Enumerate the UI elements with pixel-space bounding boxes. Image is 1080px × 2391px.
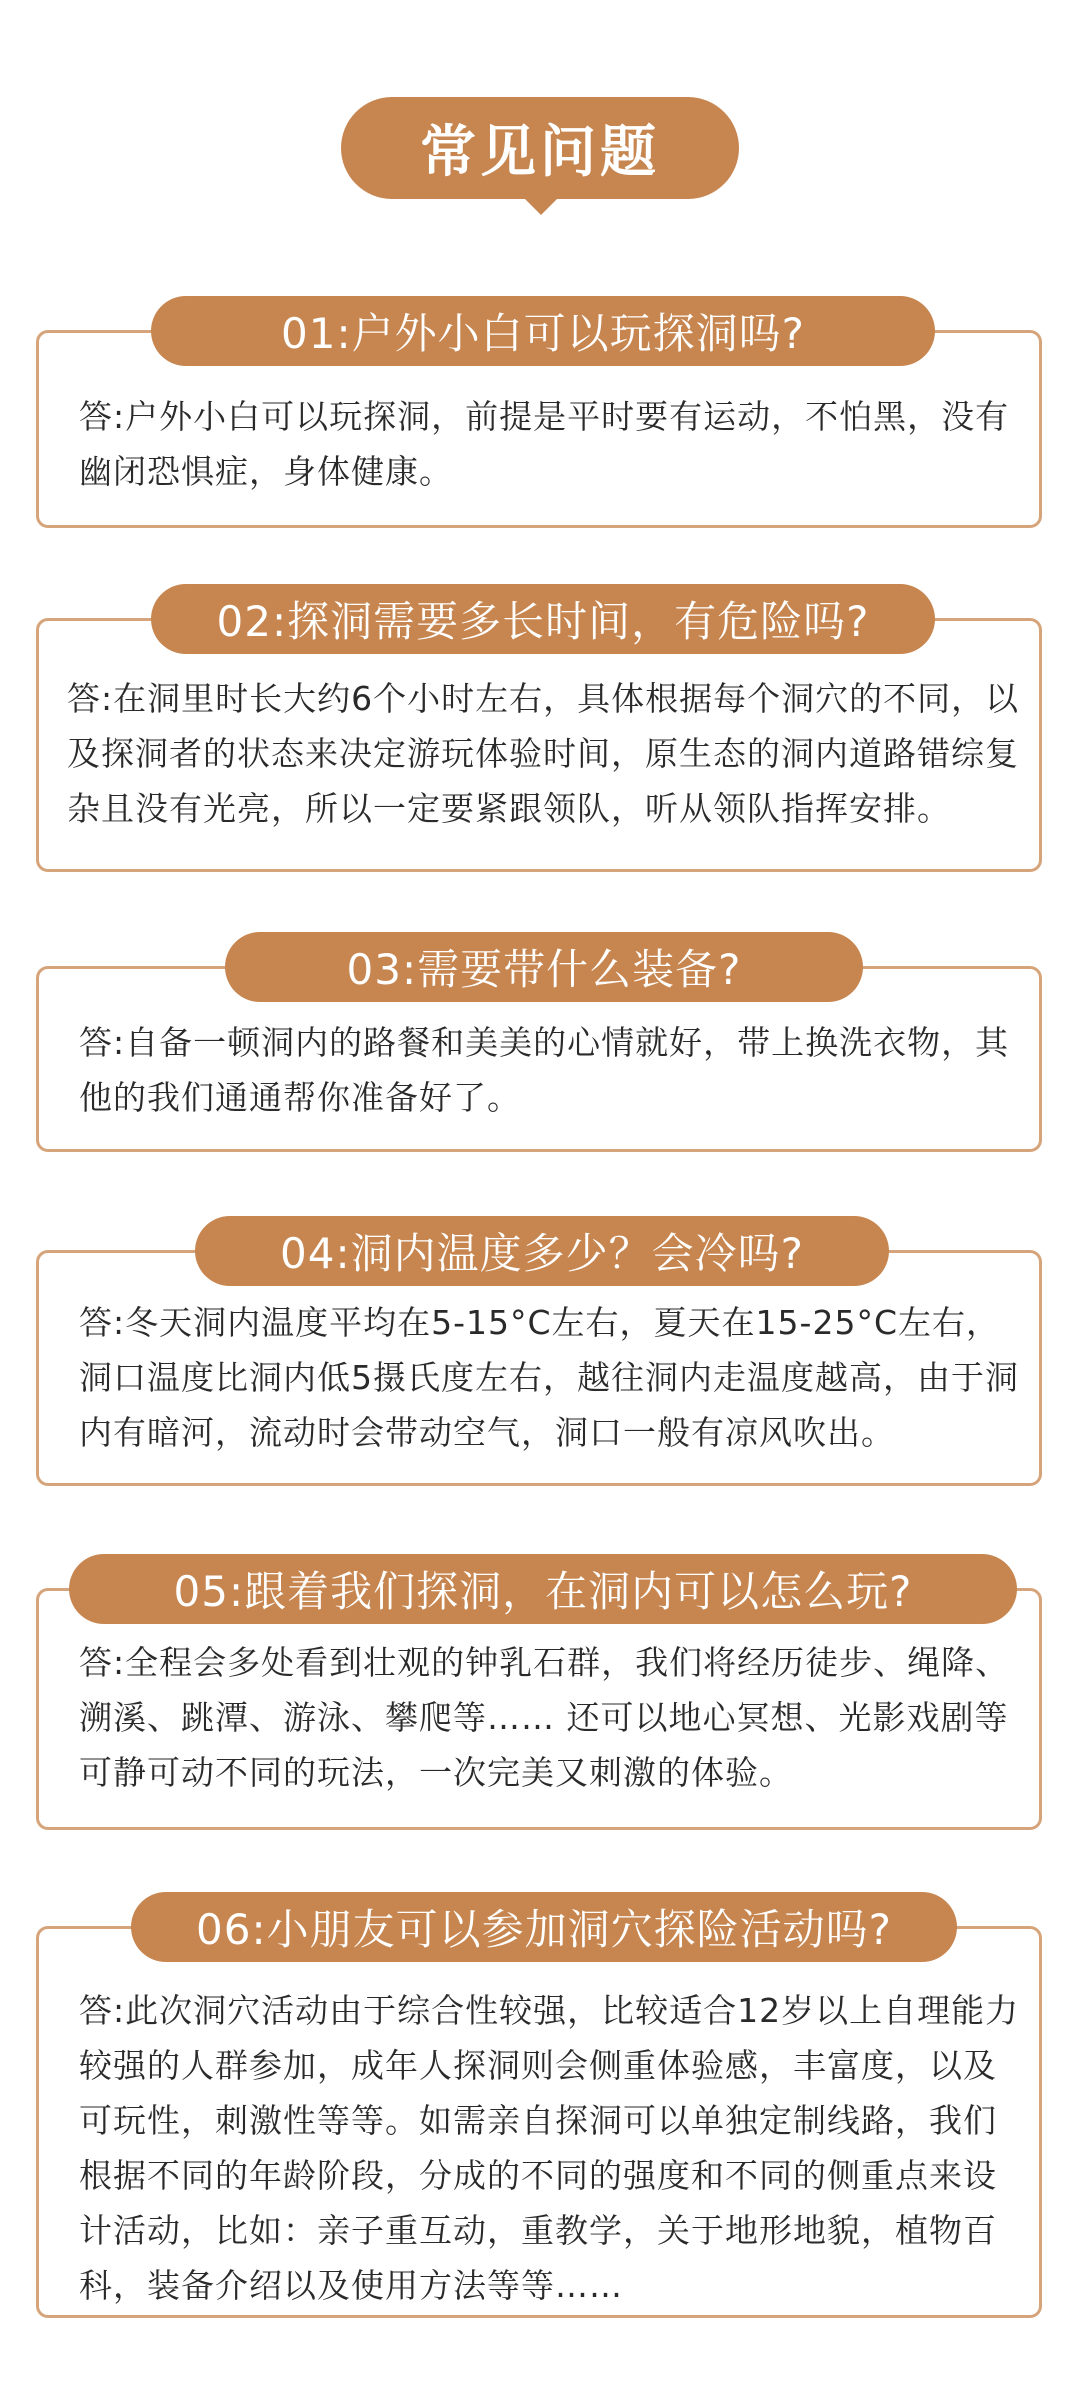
faq-answer-6: 答:此次洞穴活动由于综合性较强，比较适合12岁以上自理能力较强的人群参加，成年人探洞则会侧重体验感，丰富度，以及可玩性，刺激性等等。如需亲自探洞可以单独定制线路，我们根据不同的年龄阶段，分成的不同的强度和不同的侧重点来设计活动，比如：亲子重互动，重教学，关于地形地貌，植物百科，装备介绍以及使用方法等等……: [79, 1991, 1020, 2305]
faq-question-1: 01:户外小白可以玩探洞吗?: [151, 296, 935, 366]
faq-answer-5: 答:全程会多处看到壮观的钟乳石群，我们将经历徒步、绳降、溯溪、跳潭、游泳、攀爬等…… 还可以地心冥想、光影戏剧等可静可动不同的玩法，一次完美又刺激的体验。: [79, 1643, 1010, 1792]
faq-question-6: 06:小朋友可以参加洞穴探险活动吗?: [131, 1892, 957, 1962]
faq-answer-4: 答:冬天洞内温度平均在5-15°C左右，夏天在15-25°C左右，洞口温度比洞内低5摄氏度左右，越往洞内走温度越高，由于洞内有暗河，流动时会带动空气，洞口一般有凉风吹出。: [79, 1303, 1019, 1452]
faq-card-3: [36, 945, 1042, 1152]
faq-card-6: [36, 1905, 1042, 2318]
faq-card-2: [36, 597, 1042, 872]
faq-card-1: [36, 309, 1042, 528]
faq-question-3: 03:需要带什么装备?: [225, 932, 863, 1002]
faq-card-5: [36, 1567, 1042, 1830]
faq-answer-1: 答:户外小白可以玩探洞，前提是平时要有运动，不怕黑，没有幽闭恐惧症，身体健康。: [79, 397, 1010, 491]
faq-question-4: 04:洞内温度多少？会冷吗?: [195, 1216, 889, 1286]
header-pointer-arrow: [523, 197, 559, 215]
section-header: [341, 97, 739, 199]
faq-question-5: 05:跟着我们探洞，在洞内可以怎么玩?: [69, 1554, 1017, 1624]
faq-question-2: 02:探洞需要多长时间，有危险吗?: [151, 584, 935, 654]
faq-card-4: [36, 1229, 1042, 1486]
faq-answer-2: 答:在洞里时长大约6个小时左右，具体根据每个洞穴的不同，以及探洞者的状态来决定游玩体验时间，原生态的洞内道路错综复杂且没有光亮，所以一定要紧跟领队，听从领队指挥安排。: [67, 679, 1020, 828]
page-title: 常见问题: [341, 97, 739, 199]
faq-answer-3: 答:自备一顿洞内的路餐和美美的心情就好，带上换洗衣物，其他的我们通通帮你准备好了。: [79, 1023, 1010, 1117]
